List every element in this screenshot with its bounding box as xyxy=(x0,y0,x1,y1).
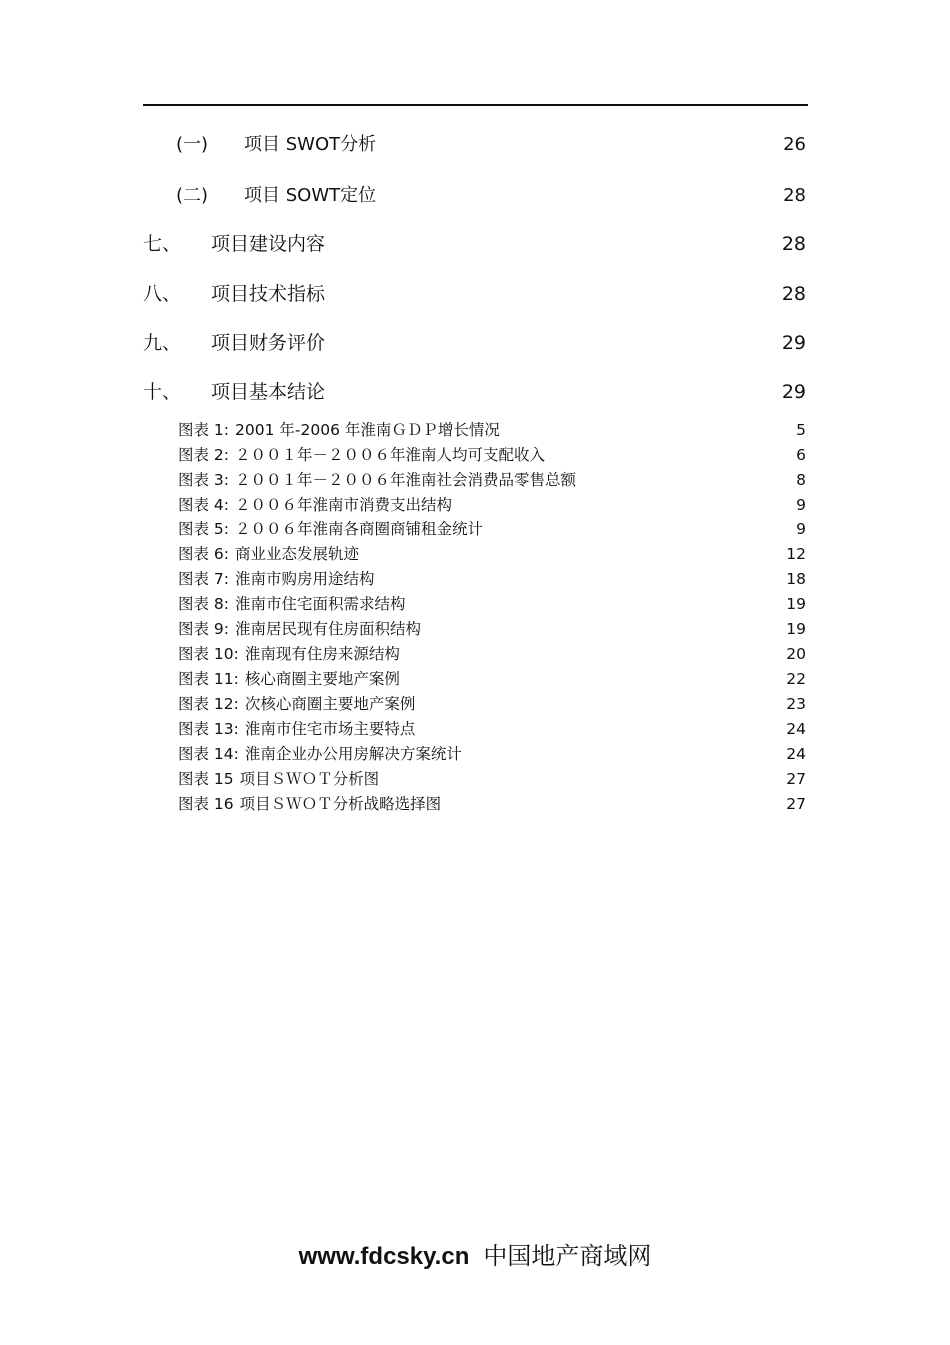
figure-entry-title: 淮南市住宅面积需求结构 xyxy=(235,595,406,613)
figure-entry-page: 24 xyxy=(786,720,806,738)
toc-entry-page: 28 xyxy=(783,185,806,206)
figure-entry-page: 20 xyxy=(786,645,806,663)
figure-entry[interactable] xyxy=(178,592,806,614)
figure-entry-number: 图表 9: xyxy=(178,620,230,638)
figure-entry-page: 12 xyxy=(786,545,806,563)
figure-entry-title: ２００１年－２００６年淮南社会消费品零售总额 xyxy=(235,471,577,489)
toc-entry-title: 项目基本结论 xyxy=(211,381,326,403)
toc-entry-page: 26 xyxy=(783,134,806,155)
figure-entry-title: 次核心商圈主要地产案例 xyxy=(244,695,416,713)
page-footer xyxy=(0,1236,950,1271)
figure-entry-page: 9 xyxy=(796,520,806,538)
figure-entry[interactable] xyxy=(178,692,806,714)
toc-entry-title: 项目 SWOT分析 xyxy=(244,134,377,155)
toc-entry-page: 28 xyxy=(781,233,806,255)
figure-entry-number: 图表 13: xyxy=(178,720,239,738)
figure-entry-page: 18 xyxy=(786,570,806,588)
toc-entry-number: 七、 xyxy=(143,233,182,255)
figure-entry-page: 22 xyxy=(786,670,806,688)
figure-entry-page: 24 xyxy=(786,745,806,763)
figure-entry-title: 淮南市购房用途结构 xyxy=(235,570,375,588)
toc-entry[interactable] xyxy=(143,229,806,257)
figure-entry-number: 图表 1: xyxy=(178,421,230,439)
figure-entry-number: 图表 14: xyxy=(178,745,239,763)
toc-entry-page: 28 xyxy=(781,283,806,305)
figure-entry-page: 27 xyxy=(786,795,806,813)
figure-entry-page: 19 xyxy=(786,595,806,613)
footer-url[interactable]: www.fdcsky.cn xyxy=(298,1243,470,1270)
figure-entry-title: 核心商圈主要地产案例 xyxy=(244,670,400,688)
figure-entry-number: 图表 11: xyxy=(178,670,239,688)
figure-entry-title: 淮南市住宅市场主要特点 xyxy=(244,720,416,738)
figure-entry-number: 图表 3: xyxy=(178,471,230,489)
figure-entry-page: 5 xyxy=(796,421,806,439)
figure-entry-title: ２００１年－２００６年淮南人均可支配收入 xyxy=(235,446,546,464)
figure-entry-number: 图表 6: xyxy=(178,545,230,563)
figure-entry[interactable] xyxy=(178,542,806,564)
figure-entry-number: 图表 5: xyxy=(178,520,230,538)
footer-site-name: 中国地产商域网 xyxy=(483,1242,652,1270)
figure-entry[interactable] xyxy=(178,567,806,589)
header-rule xyxy=(143,104,808,106)
toc-entry-number: (二) xyxy=(176,185,209,206)
figure-entry-page: 27 xyxy=(786,770,806,788)
figure-entry-number: 图表 10: xyxy=(178,645,239,663)
toc-entry-title: 项目财务评价 xyxy=(211,332,326,354)
figure-entry-number: 图表 2: xyxy=(178,446,230,464)
figure-entry[interactable] xyxy=(178,443,806,465)
figure-entry[interactable] xyxy=(178,742,806,764)
figure-entry-page: 8 xyxy=(796,471,806,489)
figure-entry[interactable] xyxy=(178,717,806,739)
figure-entry[interactable] xyxy=(178,792,806,814)
toc-entry[interactable] xyxy=(143,328,806,356)
figure-entry-page: 6 xyxy=(796,446,806,464)
figure-entry-number: 图表 16 xyxy=(178,795,234,813)
figure-entry-title: 项目ＳＷＯＴ分析战略选择图 xyxy=(239,795,442,813)
figure-entry-title: 商业业态发展轨迹 xyxy=(235,545,360,563)
figure-entry[interactable] xyxy=(178,418,806,440)
figure-entry-title: 项目ＳＷＯＴ分析图 xyxy=(239,770,380,788)
toc-entry-number: 八、 xyxy=(143,283,182,305)
toc-entry-page: 29 xyxy=(781,381,806,403)
figure-entry[interactable] xyxy=(178,617,806,639)
toc-entry-number: 九、 xyxy=(143,332,182,354)
figure-entry[interactable] xyxy=(178,493,806,515)
toc-entry-title: 项目建设内容 xyxy=(211,233,326,255)
figure-entry-page: 9 xyxy=(796,496,806,514)
toc-entry-number: (一) xyxy=(176,134,209,155)
toc-entry-number: 十、 xyxy=(143,381,182,403)
figure-entry-number: 图表 12: xyxy=(178,695,239,713)
figure-entry[interactable] xyxy=(178,517,806,539)
toc-entry-title: 项目技术指标 xyxy=(211,283,326,305)
figure-entry-number: 图表 15 xyxy=(178,770,234,788)
figure-entry[interactable] xyxy=(178,468,806,490)
figure-entry-page: 19 xyxy=(786,620,806,638)
figure-entry-page: 23 xyxy=(786,695,806,713)
figure-entry[interactable] xyxy=(178,642,806,664)
toc-entry[interactable] xyxy=(176,181,806,207)
figure-entry-title: 淮南现有住房来源结构 xyxy=(244,645,400,663)
figure-entry-title: 淮南居民现有住房面积结构 xyxy=(235,620,422,638)
figure-entry[interactable] xyxy=(178,667,806,689)
figure-entry[interactable] xyxy=(178,767,806,789)
toc-entry-title: 项目 SOWT定位 xyxy=(244,185,377,206)
figure-entry-title: ２００６年淮南市消费支出结构 xyxy=(235,496,453,514)
figure-entry-title: ２００６年淮南各商圈商铺租金统计 xyxy=(235,520,484,538)
figure-entry-title: 2001 年-2006 年淮南ＧＤＰ增长情况 xyxy=(235,421,500,439)
toc-entry[interactable] xyxy=(143,279,806,307)
toc-entry[interactable] xyxy=(176,130,806,156)
toc-entry[interactable] xyxy=(143,377,806,405)
figure-entry-title: 淮南企业办公用房解决方案统计 xyxy=(244,745,462,763)
figure-entry-number: 图表 7: xyxy=(178,570,230,588)
figure-entry-number: 图表 4: xyxy=(178,496,230,514)
figure-entry-number: 图表 8: xyxy=(178,595,230,613)
toc-entry-page: 29 xyxy=(781,332,806,354)
